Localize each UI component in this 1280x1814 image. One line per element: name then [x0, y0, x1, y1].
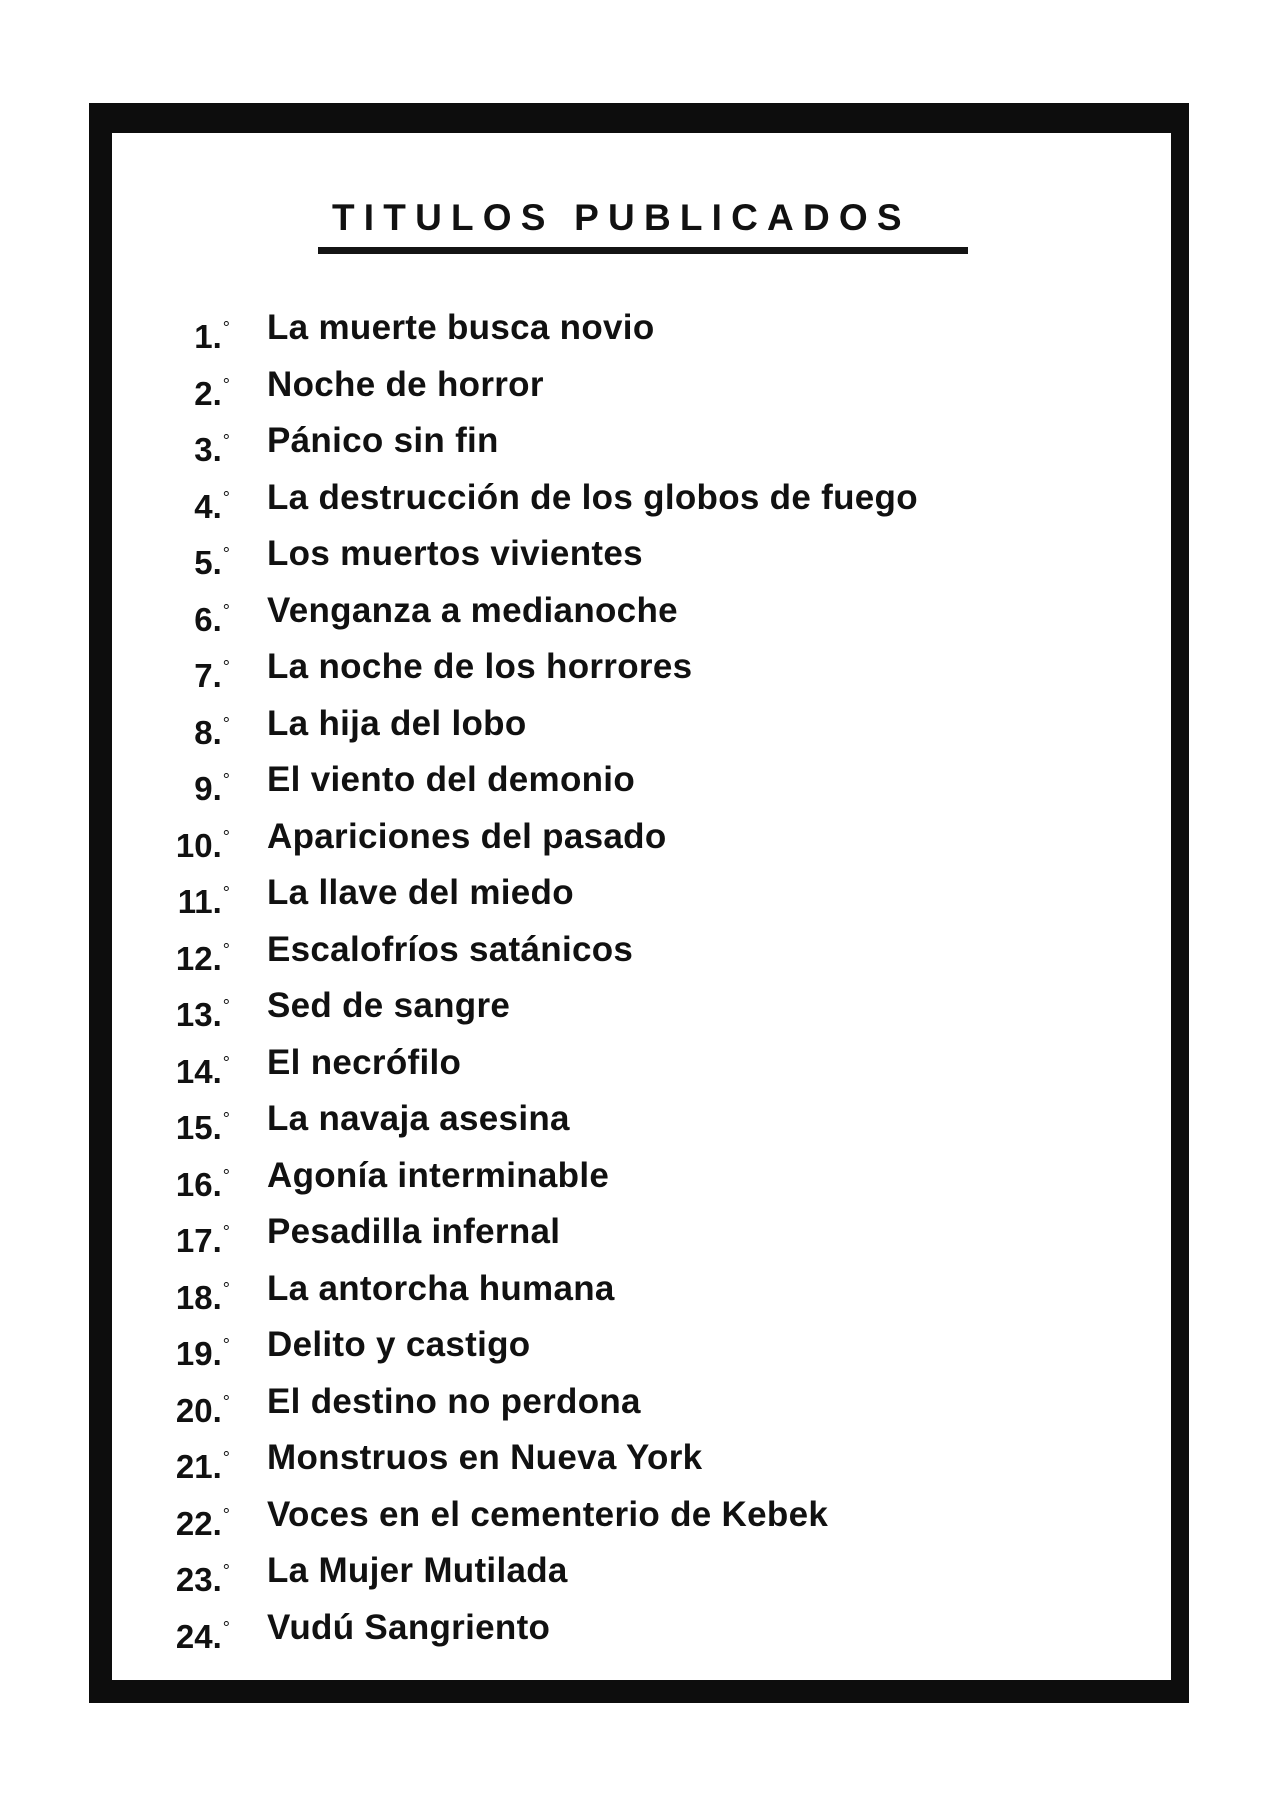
heading-underline	[318, 247, 968, 254]
item-title: Venganza a medianoche	[267, 590, 678, 630]
list-item	[130, 1600, 1130, 1657]
item-title: Agonía interminable	[267, 1155, 610, 1195]
list-item	[130, 1487, 1130, 1544]
list-item	[130, 865, 1130, 922]
ordinal-mark: °	[222, 657, 230, 677]
item-number-text: 12.	[175, 939, 222, 977]
ordinal-mark: °	[222, 431, 230, 451]
item-number-text: 22.	[175, 1504, 222, 1542]
page-title: TITULOS PUBLICADOS	[332, 197, 911, 238]
item-title: La antorcha humana	[267, 1268, 615, 1308]
list-item	[130, 1430, 1130, 1487]
ordinal-mark: °	[222, 1335, 230, 1355]
list-item	[130, 300, 1130, 357]
item-number-text: 18.	[175, 1278, 222, 1316]
ordinal-mark: °	[222, 770, 230, 790]
item-number-text: 3.	[194, 431, 222, 468]
item-number-text: 10.	[175, 826, 222, 864]
published-titles-list	[130, 300, 1130, 1656]
list-item	[130, 1543, 1130, 1600]
item-title: El viento del demonio	[267, 760, 636, 799]
item-number-text: 1.	[194, 318, 222, 355]
item-number-text: 11.	[177, 883, 222, 920]
list-item	[130, 357, 1130, 414]
item-title: La hija del lobo	[267, 703, 527, 743]
list-item	[130, 922, 1130, 979]
list-item	[130, 1374, 1130, 1431]
ordinal-mark: °	[222, 1109, 230, 1129]
item-number-text: 6.	[194, 600, 222, 638]
item-number-text: 7.	[194, 657, 222, 694]
ordinal-mark: °	[222, 318, 230, 338]
item-title: Pesadilla infernal	[267, 1212, 561, 1251]
ordinal-mark: °	[222, 939, 230, 960]
ordinal-mark: °	[222, 544, 230, 564]
item-number-text: 13.	[175, 996, 222, 1033]
item-title: Sed de sangre	[267, 986, 511, 1025]
item-number-text: 16.	[175, 1165, 222, 1203]
item-title: Apariciones del pasado	[267, 816, 667, 856]
item-title: Los muertos vivientes	[267, 534, 643, 573]
item-number-text: 20.	[175, 1391, 222, 1429]
item-number-text: 24.	[175, 1617, 222, 1655]
item-title: La navaja asesina	[267, 1099, 570, 1138]
ordinal-mark: °	[222, 1504, 230, 1525]
ordinal-mark: °	[222, 713, 230, 734]
list-item	[130, 583, 1130, 640]
ordinal-mark: °	[222, 1165, 230, 1186]
item-title: La muerte busca novio	[267, 308, 655, 347]
item-title: Noche de horror	[267, 364, 544, 404]
item-title: Voces en el cementerio de Kebek	[267, 1494, 829, 1534]
item-title: Delito y castigo	[267, 1325, 531, 1364]
ordinal-mark: °	[222, 374, 230, 395]
list-item	[130, 470, 1130, 527]
list-item	[130, 1148, 1130, 1205]
list-item	[130, 696, 1130, 753]
item-number	[130, 1600, 230, 1666]
list-item	[130, 1204, 1130, 1261]
list-item	[130, 1261, 1130, 1318]
list-item	[130, 809, 1130, 866]
ordinal-mark: °	[222, 883, 230, 903]
item-number-text: 19.	[175, 1335, 222, 1372]
item-number-text: 4.	[194, 487, 222, 525]
item-title: La Mujer Mutilada	[267, 1551, 568, 1590]
item-number-text: 21.	[175, 1448, 222, 1485]
item-title: La destrucción de los globos de fuego	[267, 477, 918, 517]
ordinal-mark: °	[222, 600, 230, 621]
ordinal-mark: °	[222, 826, 230, 847]
item-number-text: 23.	[175, 1561, 222, 1598]
list-item	[130, 1035, 1130, 1092]
list-item	[130, 413, 1130, 470]
ordinal-mark: °	[222, 1052, 230, 1073]
ordinal-mark: °	[222, 487, 230, 508]
item-title: El necrófilo	[267, 1042, 462, 1082]
ordinal-mark: °	[222, 1278, 230, 1299]
item-title: Vudú Sangriento	[267, 1607, 551, 1647]
list-item	[130, 978, 1130, 1035]
ordinal-mark: °	[222, 1448, 230, 1468]
ordinal-mark: °	[222, 1561, 230, 1581]
item-number-text: 8.	[194, 713, 222, 751]
item-number-text: 9.	[194, 770, 222, 807]
ordinal-mark: °	[222, 996, 230, 1016]
ordinal-mark: °	[222, 1617, 230, 1638]
item-number-text: 5.	[194, 544, 222, 581]
ordinal-mark: °	[222, 1391, 230, 1412]
item-title: La llave del miedo	[267, 873, 574, 912]
item-number-text: 17.	[175, 1222, 222, 1259]
item-title: El destino no perdona	[267, 1381, 641, 1421]
list-item	[130, 639, 1130, 696]
item-title: Monstruos en Nueva York	[267, 1438, 703, 1477]
list-item	[130, 1317, 1130, 1374]
item-title: La noche de los horrores	[267, 647, 693, 686]
list-item	[130, 1091, 1130, 1148]
item-title: Escalofríos satánicos	[267, 929, 634, 969]
ordinal-mark: °	[222, 1222, 230, 1242]
item-number-text: 14.	[175, 1052, 222, 1090]
item-title: Pánico sin fin	[267, 421, 499, 460]
item-number-text: 15.	[175, 1109, 222, 1146]
list-item	[130, 526, 1130, 583]
list-item	[130, 752, 1130, 809]
heading-block	[318, 194, 968, 264]
item-number-text: 2.	[194, 374, 222, 412]
